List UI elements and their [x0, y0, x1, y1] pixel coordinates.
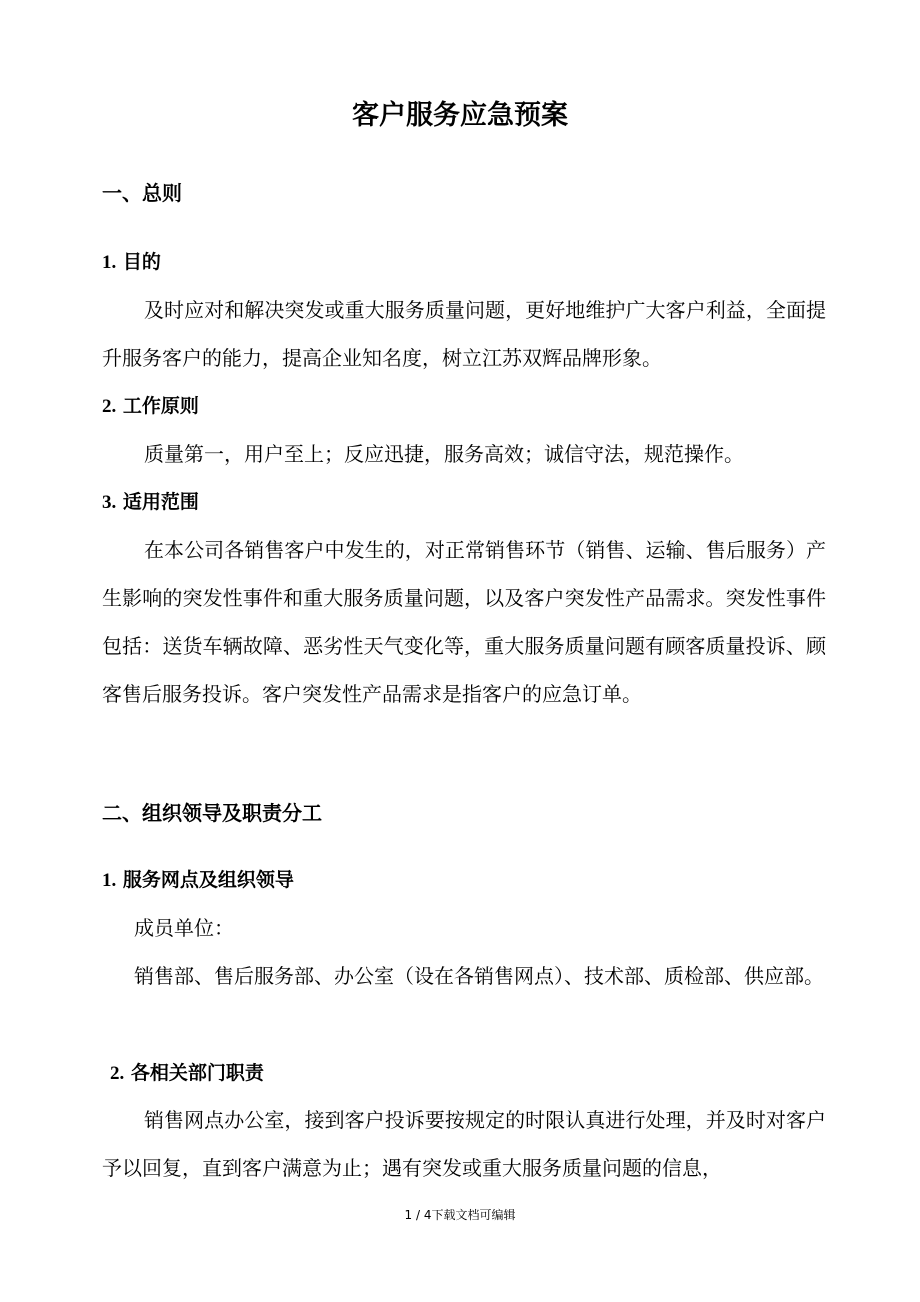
paragraph-principles: 质量第一，用户至上；反应迅捷，服务高效；诚信守法，规范操作。	[144, 442, 744, 466]
subheading-label: 工作原则	[122, 395, 199, 417]
subheading-label: 各相关部门职责	[130, 1062, 264, 1084]
subheading-number: 3.	[102, 492, 117, 513]
document-title: 客户服务应急预案	[352, 100, 568, 131]
subheading-purpose	[102, 247, 161, 278]
paragraph-scope: 在本公司各销售客户中发生的，对正常销售环节（销售、运输、售后服务）产生影响的突发性事件和重大服务质量问题，以及客户突发性产品需求。突发性事件包括：送货车辆故障、恶劣性天气变化等，重大服务质量问题有顾客质量投诉、顾客售后服务投诉。客户突发性产品需求是指客户的应急订单。	[102, 538, 826, 706]
subheading-label: 目的	[122, 251, 161, 273]
section-heading-general: 一、总则	[102, 181, 182, 205]
members-label: 成员单位：	[134, 916, 234, 940]
paragraph-department-duties: 销售网点办公室，接到客户投诉要按规定的时限认真进行处理，并及时对客户予以回复，直到客户满意为止；遇有突发或重大服务质量问题的信息，	[102, 1108, 826, 1180]
subheading-number: 1.	[102, 252, 117, 273]
subheading-principles	[102, 391, 199, 422]
subheading-department-duties	[110, 1058, 264, 1089]
page-footer: 1 / 4下载文档可编辑	[404, 1208, 516, 1222]
paragraph-member-units: 销售部、售后服务部、办公室（设在各销售网点）、技术部、质检部、供应部。	[134, 964, 824, 988]
subheading-number: 2.	[102, 396, 117, 417]
paragraph-purpose: 及时应对和解决突发或重大服务质量问题，更好地维护广大客户利益，全面提升服务客户的能力，提高企业知名度，树立江苏双辉品牌形象。	[102, 298, 826, 370]
subheading-service-network	[102, 865, 294, 896]
subheading-label: 适用范围	[122, 491, 199, 513]
subheading-number: 1.	[102, 870, 117, 891]
subheading-label: 服务网点及组织领导	[122, 869, 294, 891]
subheading-scope	[102, 487, 199, 518]
subheading-number: 2.	[110, 1063, 125, 1084]
section-heading-organization: 二、组织领导及职责分工	[102, 801, 322, 825]
